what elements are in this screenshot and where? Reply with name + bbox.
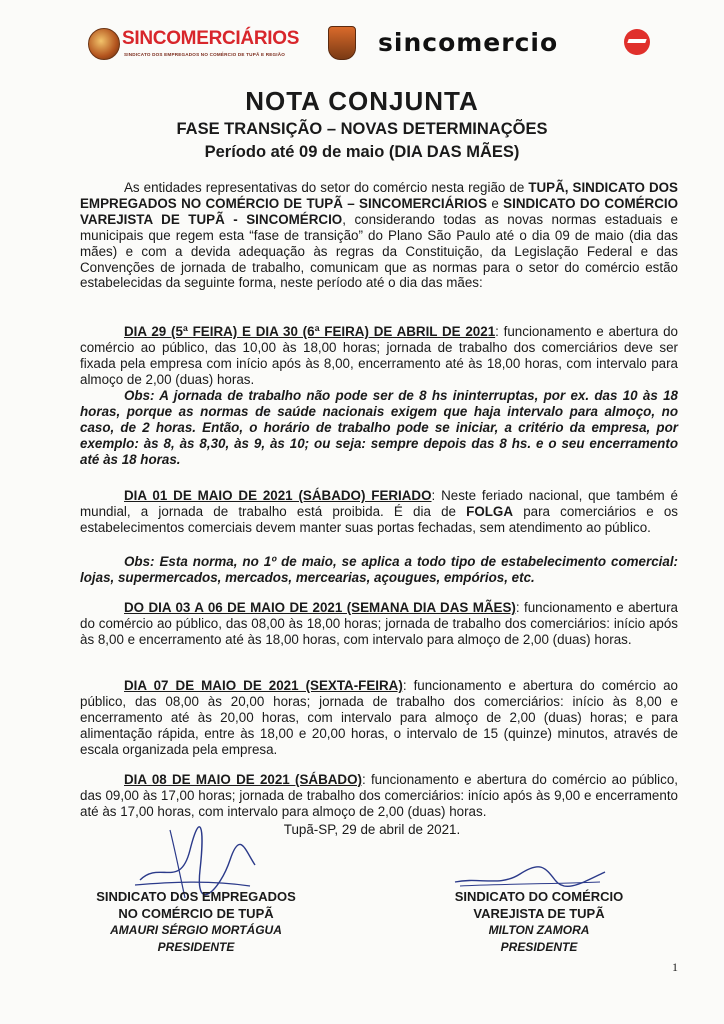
section-april-obs: Obs: A jornada de trabalho não pode ser de 8 hs ininterruptas, por ex. das 10 às 18 horas, porque as normas de saúde nacionais exigem que haja intervalo para almoço, no caso, de 2 horas. Então, o horário de trabalho pode se iniciar, a critério da empresa, por exemplo: às 8, às 8,30, às 9, às 10; ou seja: sempre depois das 8 hs. e o seu encerramento até às 18 horas. (80, 388, 678, 467)
right-logo-name: sincomercio (378, 28, 559, 57)
section-text: : Neste feriado nacional, que também é mundial, a jornada de trabalho está proibida. É dia de (80, 488, 678, 519)
section-text: : funcionamento e abertura do comércio ao público, das 08,00 às 18,00 horas; jornada de trabalho dos comerciários: início após às 8,00 e encerramento até às 18,00 horas, com intervalo para almoço de 2,00 (duas) horas. (80, 600, 678, 647)
signatory-name: MILTON ZAMORA (488, 923, 590, 937)
section-heading: DIA 29 (5ª FEIRA) E DIA 30 (6ª FEIRA) DE ABRIL DE 2021 (124, 324, 496, 339)
intro-bold-2: SINDICATO DO COMÉRCIO VAREJISTA DE TUPÃ - SINCOMÉRCIO (80, 195, 679, 227)
signatory-role: PRESIDENTE (157, 940, 235, 954)
page-number: 1 (672, 960, 678, 974)
intro-text-3: , considerando todas as novas normas estaduais e municipais que regem esta “fase de transição” do Plano São Paulo até o dia 09 de maio (dia das mães) e com a devida adequação às regras da Constituição, da Legislação Federal e das Convenções de jornada de trabalho, comunicam que as normas para o setor do comércio estão estabelecidas da seguinte forma, neste período até o dia das mães: (80, 211, 679, 291)
signatory-role: PRESIDENTE (500, 940, 578, 954)
section-text: : funcionamento e abertura do comércio ao público, das 09,00 às 17,00 horas; jornada de trabalho dos comerciários: início após às 9,00 e encerramento até às 17,00 horas, com intervalo para almoço de 2,00 (duas) horas. (80, 772, 678, 819)
left-logo-name: SINCOMERCIÁRIOS (122, 28, 300, 49)
signatory-entity-line2: NO COMÉRCIO DE TUPÃ (118, 906, 274, 921)
section-heading: DIA 01 DE MAIO DE 2021 (SÁBADO) FERIADO (124, 488, 432, 503)
sincomercio-logo (378, 26, 648, 62)
left-signature-block (80, 888, 312, 956)
intro-text-2: e (487, 195, 504, 211)
section-text: : funcionamento e abertura do comércio ao público, das 08,00 às 20,00 horas; jornada de trabalho dos comerciários: início às 8,00 e encerramento até às 20,00 horas, com intervalo para almoço de 2,00 (duas) horas; e para alimentação rápida, entre às 18,00 e 20,00 horas, o intervalo de 15 (quinze) minutos, através de escala organizada pela empresa. (80, 678, 678, 757)
section-may-03-06 (80, 600, 678, 648)
section-text: : funcionamento e abertura do comércio ao público, das 10,00 às 18,00 horas; jornada de trabalho dos comerciários deve ser fixada pela empresa com início após às 8,00, encerramento até às 18,00 horas, com intervalo para almoço de 2,00 (duas) horas. (80, 324, 678, 387)
dateline: Tupã-SP, 29 de abril de 2021. (283, 822, 461, 837)
document-period: Período até 09 de maio (DIA DAS MÃES) (204, 143, 520, 161)
section-may-07 (80, 678, 678, 758)
sincomercio-mark-icon (624, 29, 650, 55)
section-heading: DO DIA 03 A 06 DE MAIO DE 2021 (SEMANA DIA DAS MÃES) (124, 600, 516, 615)
sincomerciarios-logo (88, 22, 358, 68)
section-may-01-obs: Obs: Esta norma, no 1º de maio, se aplica a todo tipo de estabelecimento comercial: lojas, supermercados, mercados, mercearias, açougues, empórios, etc. (80, 554, 678, 585)
signatory-entity-line1: SINDICATO DO COMÉRCIO (454, 889, 624, 904)
section-text: para comerciários e os estabelecimentos comerciais devem manter suas portas fechadas, sem atendimento ao público. (80, 503, 679, 535)
right-signature-block (436, 888, 642, 956)
document-title: NOTA CONJUNTA (245, 86, 479, 116)
section-heading: DIA 07 DE MAIO DE 2021 (SEXTA-FEIRA) (124, 678, 403, 693)
section-may-08 (80, 772, 678, 820)
intro-paragraph (80, 180, 678, 291)
signatory-entity-line1: SINDICATO DOS EMPREGADOS (96, 889, 296, 904)
section-may-01 (80, 488, 678, 536)
signatory-entity-line2: VAREJISTA DE TUPÃ (473, 906, 605, 921)
section-heading: DIA 08 DE MAIO DE 2021 (SÁBADO) (124, 772, 362, 787)
section-bold: FOLGA (466, 503, 514, 519)
signatory-name: AMAURI SÉRGIO MORTÁGUA (110, 923, 282, 937)
left-logo-subtitle: SINDICATO DOS EMPREGADOS NO COMÉRCIO DE TUPÃ E REGIÃO (124, 52, 286, 57)
intro-text-1: As entidades representativas do setor do comércio nesta região de (124, 180, 529, 195)
document-subtitle: FASE TRANSIÇÃO – NOVAS DETERMINAÇÕES (176, 120, 548, 138)
mascot-icon (328, 26, 356, 60)
section-april-29-30 (80, 324, 678, 388)
intro-bold-1: TUPÃ, SINDICATO DOS EMPREGADOS NO COMÉRCIO DE TUPÃ – SINCOMERCIÁRIOS (80, 180, 678, 211)
union-seal-icon (88, 28, 120, 60)
